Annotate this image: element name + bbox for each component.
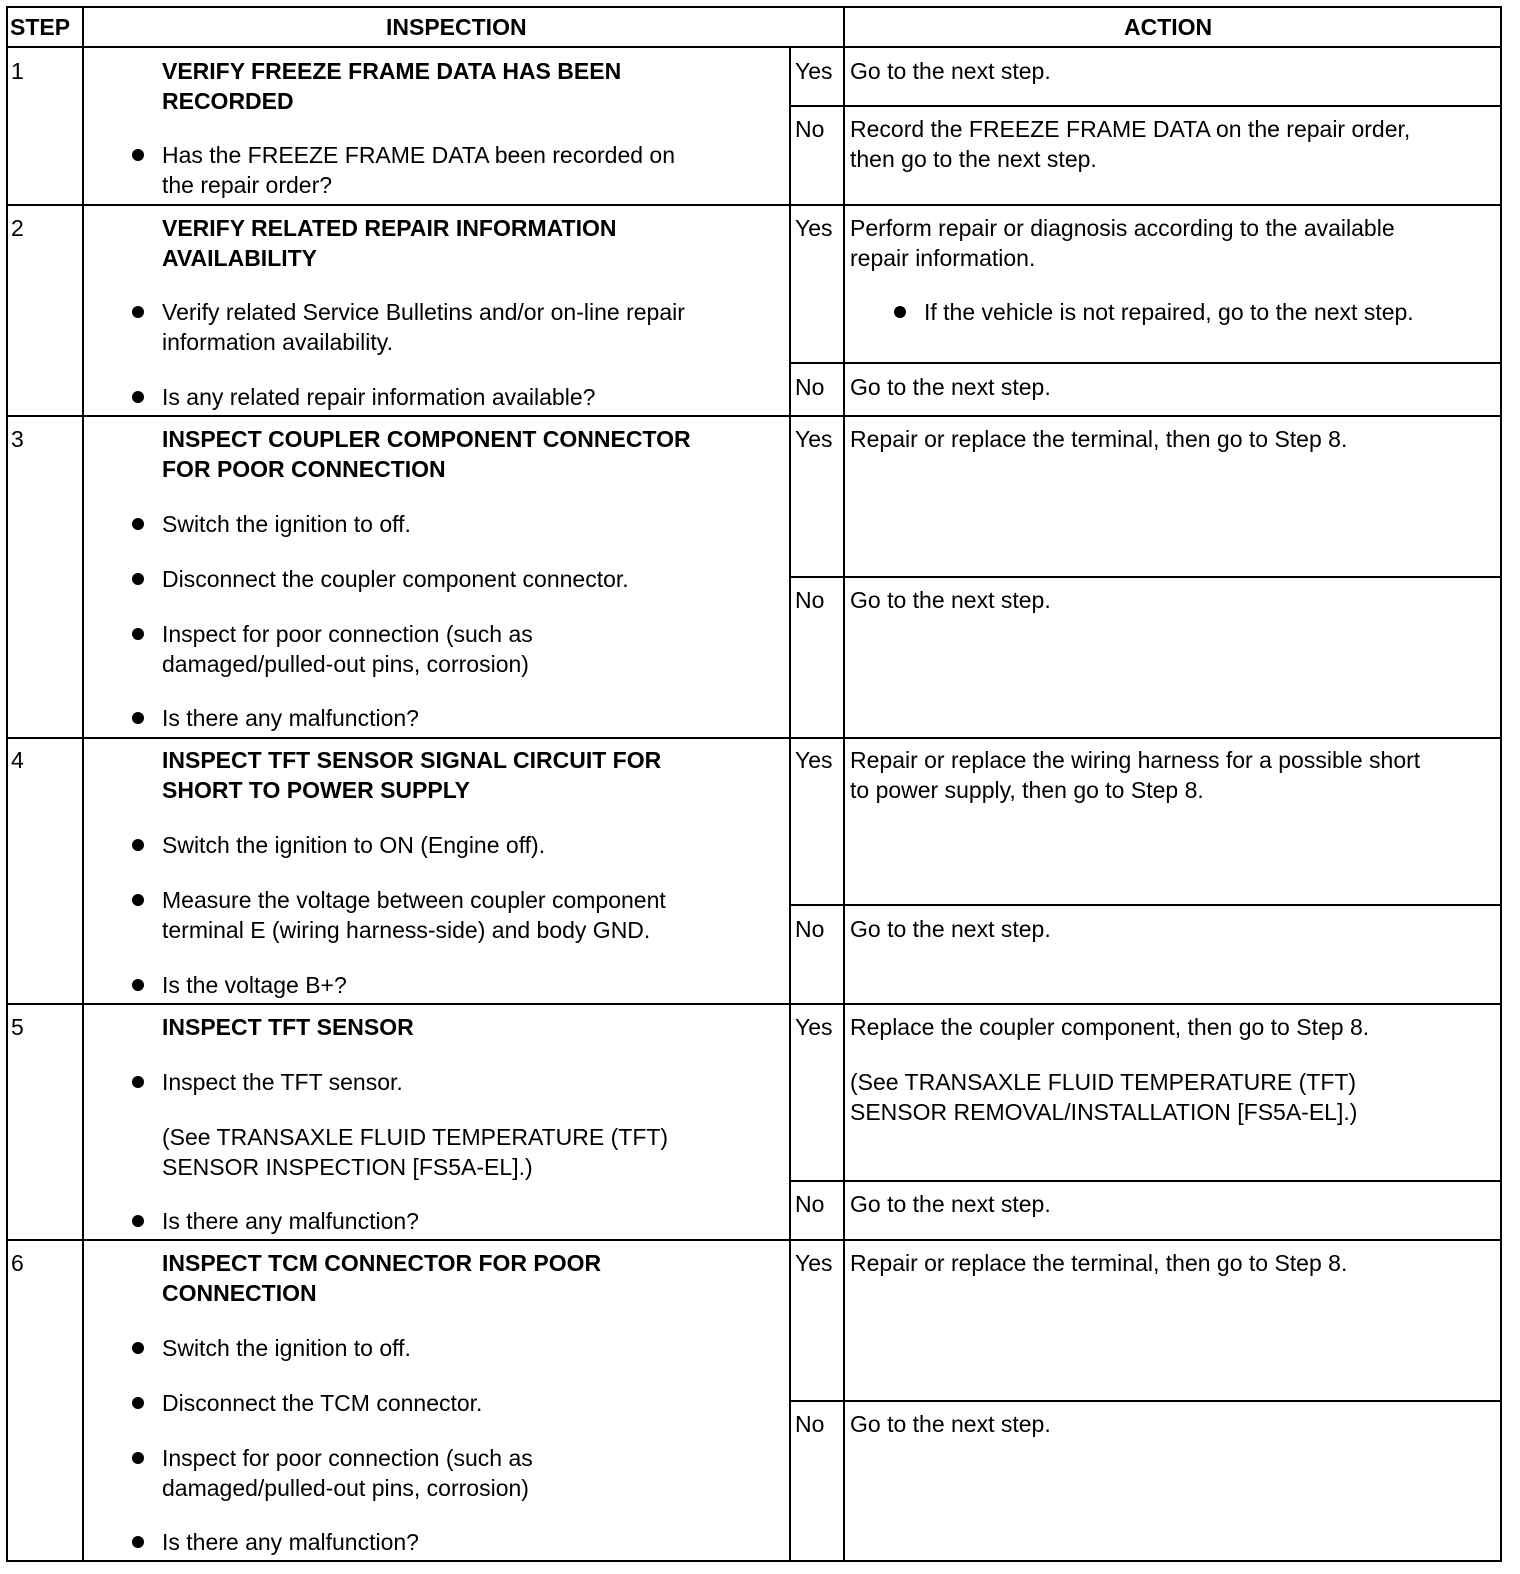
table-border-left [6,6,8,1562]
inspection-item-line: Is the voltage B+? [162,972,347,998]
header-action: ACTION [1124,14,1213,40]
step-title-line: INSPECT TFT SENSOR SIGNAL CIRCUIT FOR [162,747,662,773]
bullet-icon [132,306,144,318]
no-action-line: Go to the next step. [850,587,1051,613]
step-title-line: AVAILABILITY [162,245,318,271]
row-divider [6,1003,1502,1005]
step-title-line: INSPECT TFT SENSOR [162,1014,414,1040]
no-action-line: Record the FREEZE FRAME DATA on the repair order, [850,116,1411,142]
inspection-item-line: Switch the ignition to ON (Engine off). [162,832,546,858]
no-action-line: Go to the next step. [850,374,1051,400]
yes-no-divider [789,576,1502,578]
row-divider [6,415,1502,417]
inspection-item-line: Is there any malfunction? [162,705,419,731]
bullet-icon [132,712,144,724]
yes-label: Yes [795,1250,833,1276]
yes-no-divider [789,362,1502,364]
bullet-icon [132,573,144,585]
inspection-item-line: damaged/pulled-out pins, corrosion) [162,651,529,677]
yes-no-divider [789,1180,1502,1182]
column-divider-answer [789,47,791,1562]
step-title-line: INSPECT TCM CONNECTOR FOR POOR [162,1250,602,1276]
inspection-item-line: Disconnect the coupler component connector. [162,566,629,592]
no-action-line: Go to the next step. [850,1411,1051,1437]
inspection-item-line: Is there any malfunction? [162,1529,419,1555]
bullet-icon [132,979,144,991]
table-border-right [1500,6,1502,1562]
yes-action-line: Go to the next step. [850,58,1051,84]
bullet-icon [132,518,144,530]
inspection-note-line: SENSOR INSPECTION [FS5A-EL].) [162,1154,533,1180]
yes-label: Yes [795,1014,833,1040]
step-title-line: RECORDED [162,88,294,114]
step-number: 6 [11,1250,24,1276]
yes-action-bullet: If the vehicle is not repaired, go to the next step. [924,299,1414,325]
inspection-item-line: Switch the ignition to off. [162,1335,411,1361]
yes-no-divider [789,105,1502,107]
yes-action-line: Replace the coupler component, then go to Step 8. [850,1014,1370,1040]
no-action-line: Go to the next step. [850,916,1051,942]
yes-label: Yes [795,58,833,84]
yes-label: Yes [795,747,833,773]
step-number: 1 [11,58,24,84]
step-title-line: SHORT TO POWER SUPPLY [162,777,470,803]
bullet-icon [132,628,144,640]
yes-action-line: repair information. [850,245,1036,271]
inspection-item-line: Has the FREEZE FRAME DATA been recorded on [162,142,676,168]
inspection-item-line: Inspect for poor connection (such as [162,1445,533,1471]
inspection-note-line: (See TRANSAXLE FLUID TEMPERATURE (TFT) [162,1124,669,1150]
inspection-item-line: Is there any malfunction? [162,1208,419,1234]
no-action-line: Go to the next step. [850,1191,1051,1217]
inspection-item-line: Switch the ignition to off. [162,511,411,537]
yes-action-line: Repair or replace the wiring harness for a possible short [850,747,1421,773]
yes-label: Yes [795,426,833,452]
step-number: 4 [11,747,24,773]
yes-no-divider [789,904,1502,906]
yes-action-line: Repair or replace the terminal, then go to Step 8. [850,1250,1348,1276]
bullet-icon [132,1342,144,1354]
header-divider [6,46,1502,48]
yes-action-line: Repair or replace the terminal, then go to Step 8. [850,426,1348,452]
bullet-icon [894,306,906,318]
step-number: 5 [11,1014,24,1040]
column-divider-step [82,6,84,1562]
bullet-icon [132,1452,144,1464]
inspection-item-line: the repair order? [162,172,333,198]
no-action-line: then go to the next step. [850,146,1097,172]
no-label: No [795,116,825,142]
yes-action-line: to power supply, then go to Step 8. [850,777,1204,803]
no-label: No [795,374,825,400]
bullet-icon [132,149,144,161]
yes-action-note-line: (See TRANSAXLE FLUID TEMPERATURE (TFT) [850,1069,1357,1095]
step-title-line: INSPECT COUPLER COMPONENT CONNECTOR [162,426,691,452]
inspection-item-line: Disconnect the TCM connector. [162,1390,483,1416]
table-border-bottom [6,1560,1502,1562]
step-number: 3 [11,426,24,452]
bullet-icon [132,839,144,851]
column-divider-action [843,6,845,1562]
step-number: 2 [11,215,24,241]
bullet-icon [132,894,144,906]
inspection-item-line: Measure the voltage between coupler component [162,887,666,913]
bullet-icon [132,1397,144,1409]
step-title-line: VERIFY FREEZE FRAME DATA HAS BEEN [162,58,622,84]
header-inspection: INSPECTION [386,14,527,40]
row-divider [6,204,1502,206]
row-divider [6,737,1502,739]
row-divider [6,1239,1502,1241]
no-label: No [795,587,825,613]
inspection-item-line: information availability. [162,329,393,355]
bullet-icon [132,1076,144,1088]
no-label: No [795,1191,825,1217]
step-title-line: CONNECTION [162,1280,317,1306]
yes-no-divider [789,1400,1502,1402]
inspection-item-line: terminal E (wiring harness-side) and body GND. [162,917,651,943]
inspection-item-line: Is any related repair information available? [162,384,596,410]
bullet-icon [132,391,144,403]
bullet-icon [132,1215,144,1227]
inspection-item-line: Verify related Service Bulletins and/or on-line repair [162,299,685,325]
header-step: STEP [10,14,71,40]
no-label: No [795,916,825,942]
step-title-line: FOR POOR CONNECTION [162,456,446,482]
inspection-item-line: Inspect the TFT sensor. [162,1069,403,1095]
no-label: No [795,1411,825,1437]
table-border-top [6,6,1502,8]
inspection-item-line: damaged/pulled-out pins, corrosion) [162,1475,529,1501]
yes-action-line: Perform repair or diagnosis according to the available [850,215,1395,241]
yes-action-note-line: SENSOR REMOVAL/INSTALLATION [FS5A-EL].) [850,1099,1358,1125]
inspection-item-line: Inspect for poor connection (such as [162,621,533,647]
yes-label: Yes [795,215,833,241]
step-title-line: VERIFY RELATED REPAIR INFORMATION [162,215,617,241]
bullet-icon [132,1536,144,1548]
